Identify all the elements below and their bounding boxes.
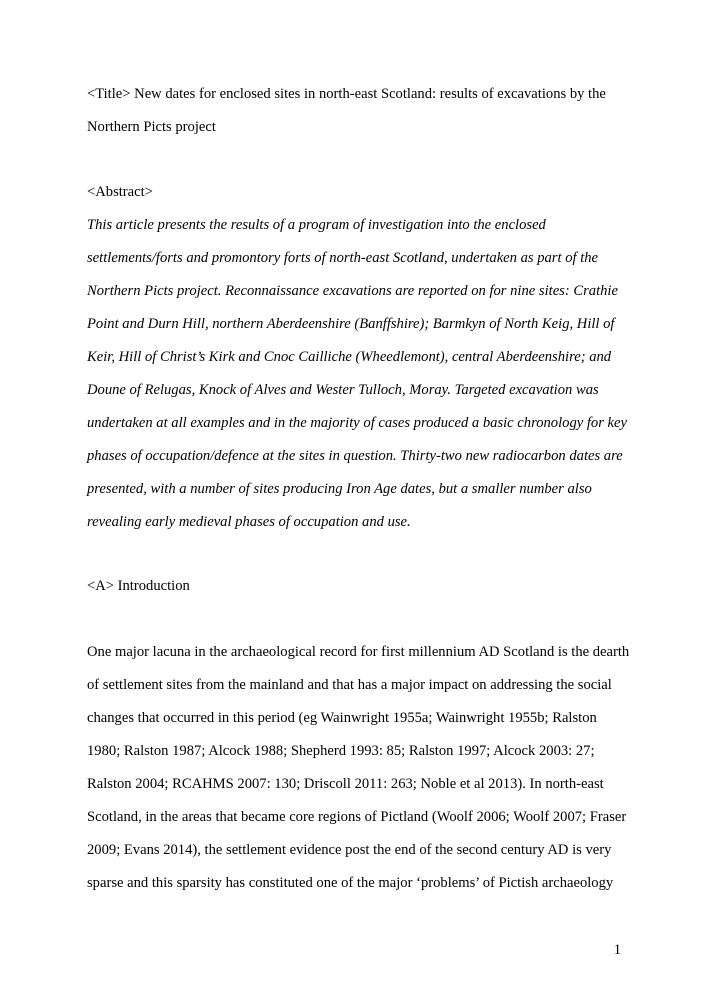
introduction-line: sparse and this sparsity has constituted one of the major ‘problems’ of Pictish archaeology	[87, 875, 614, 891]
page-number: 1	[613, 942, 621, 958]
abstract-line: Point and Durn Hill, northern Aberdeenshire (Banffshire); Barmkyn of North Keig, Hill of	[87, 316, 615, 332]
introduction-line: Scotland, in the areas that became core regions of Pictland (Woolf 2006; Woolf 2007; Fraser	[87, 809, 627, 825]
abstract-line: settlements/forts and promontory forts of north-east Scotland, undertaken as part of the	[87, 250, 599, 266]
abstract-line: This article presents the results of a program of investigation into the enclosed	[87, 217, 546, 233]
introduction-line: of settlement sites from the mainland and that has a major impact on addressing the social	[87, 677, 612, 693]
abstract-line: undertaken at all examples and in the majority of cases produced a basic chronology for key	[87, 415, 627, 431]
abstract-heading	[87, 176, 627, 209]
abstract-line: phases of occupation/defence at the sites in question. Thirty-two new radiocarbon dates are	[87, 448, 623, 464]
introduction-body	[87, 636, 630, 900]
abstract-line: Keir, Hill of Christ’s Kirk and Cnoc Cailliche (Wheedlemont), central Aberdeenshire; and	[87, 349, 612, 365]
introduction-heading-text: <A> Introduction	[87, 578, 190, 594]
title-line: Northern Picts project	[87, 119, 216, 135]
document-title	[87, 78, 627, 144]
introduction-line: 1980; Ralston 1987; Alcock 1988; Shepherd 1993: 85; Ralston 1997; Alcock 2003: 27;	[87, 743, 595, 759]
abstract-line: revealing early medieval phases of occupation and use.	[87, 514, 411, 530]
abstract-heading-text: <Abstract>	[87, 184, 153, 200]
abstract-body	[87, 209, 627, 539]
title-line: <Title> New dates for enclosed sites in north-east Scotland: results of excavations by the	[87, 86, 606, 102]
abstract-line: Doune of Relugas, Knock of Alves and Wester Tulloch, Moray. Targeted excavation was	[87, 382, 599, 398]
introduction-line: One major lacuna in the archaeological record for first millennium AD Scotland is the dearth	[87, 644, 630, 660]
abstract-line: Northern Picts project. Reconnaissance excavations are reported on for nine sites: Crathie	[87, 283, 618, 299]
introduction-line: changes that occurred in this period (eg Wainwright 1955a; Wainwright 1955b; Ralston	[87, 710, 597, 726]
introduction-line: Ralston 2004; RCAHMS 2007: 130; Driscoll 2011: 263; Noble et al 2013). In north-east	[87, 776, 604, 792]
abstract-line: presented, with a number of sites producing Iron Age dates, but a smaller number also	[87, 481, 592, 497]
introduction-line: 2009; Evans 2014), the settlement evidence post the end of the second century AD is very	[87, 842, 612, 858]
introduction-heading	[87, 570, 627, 603]
